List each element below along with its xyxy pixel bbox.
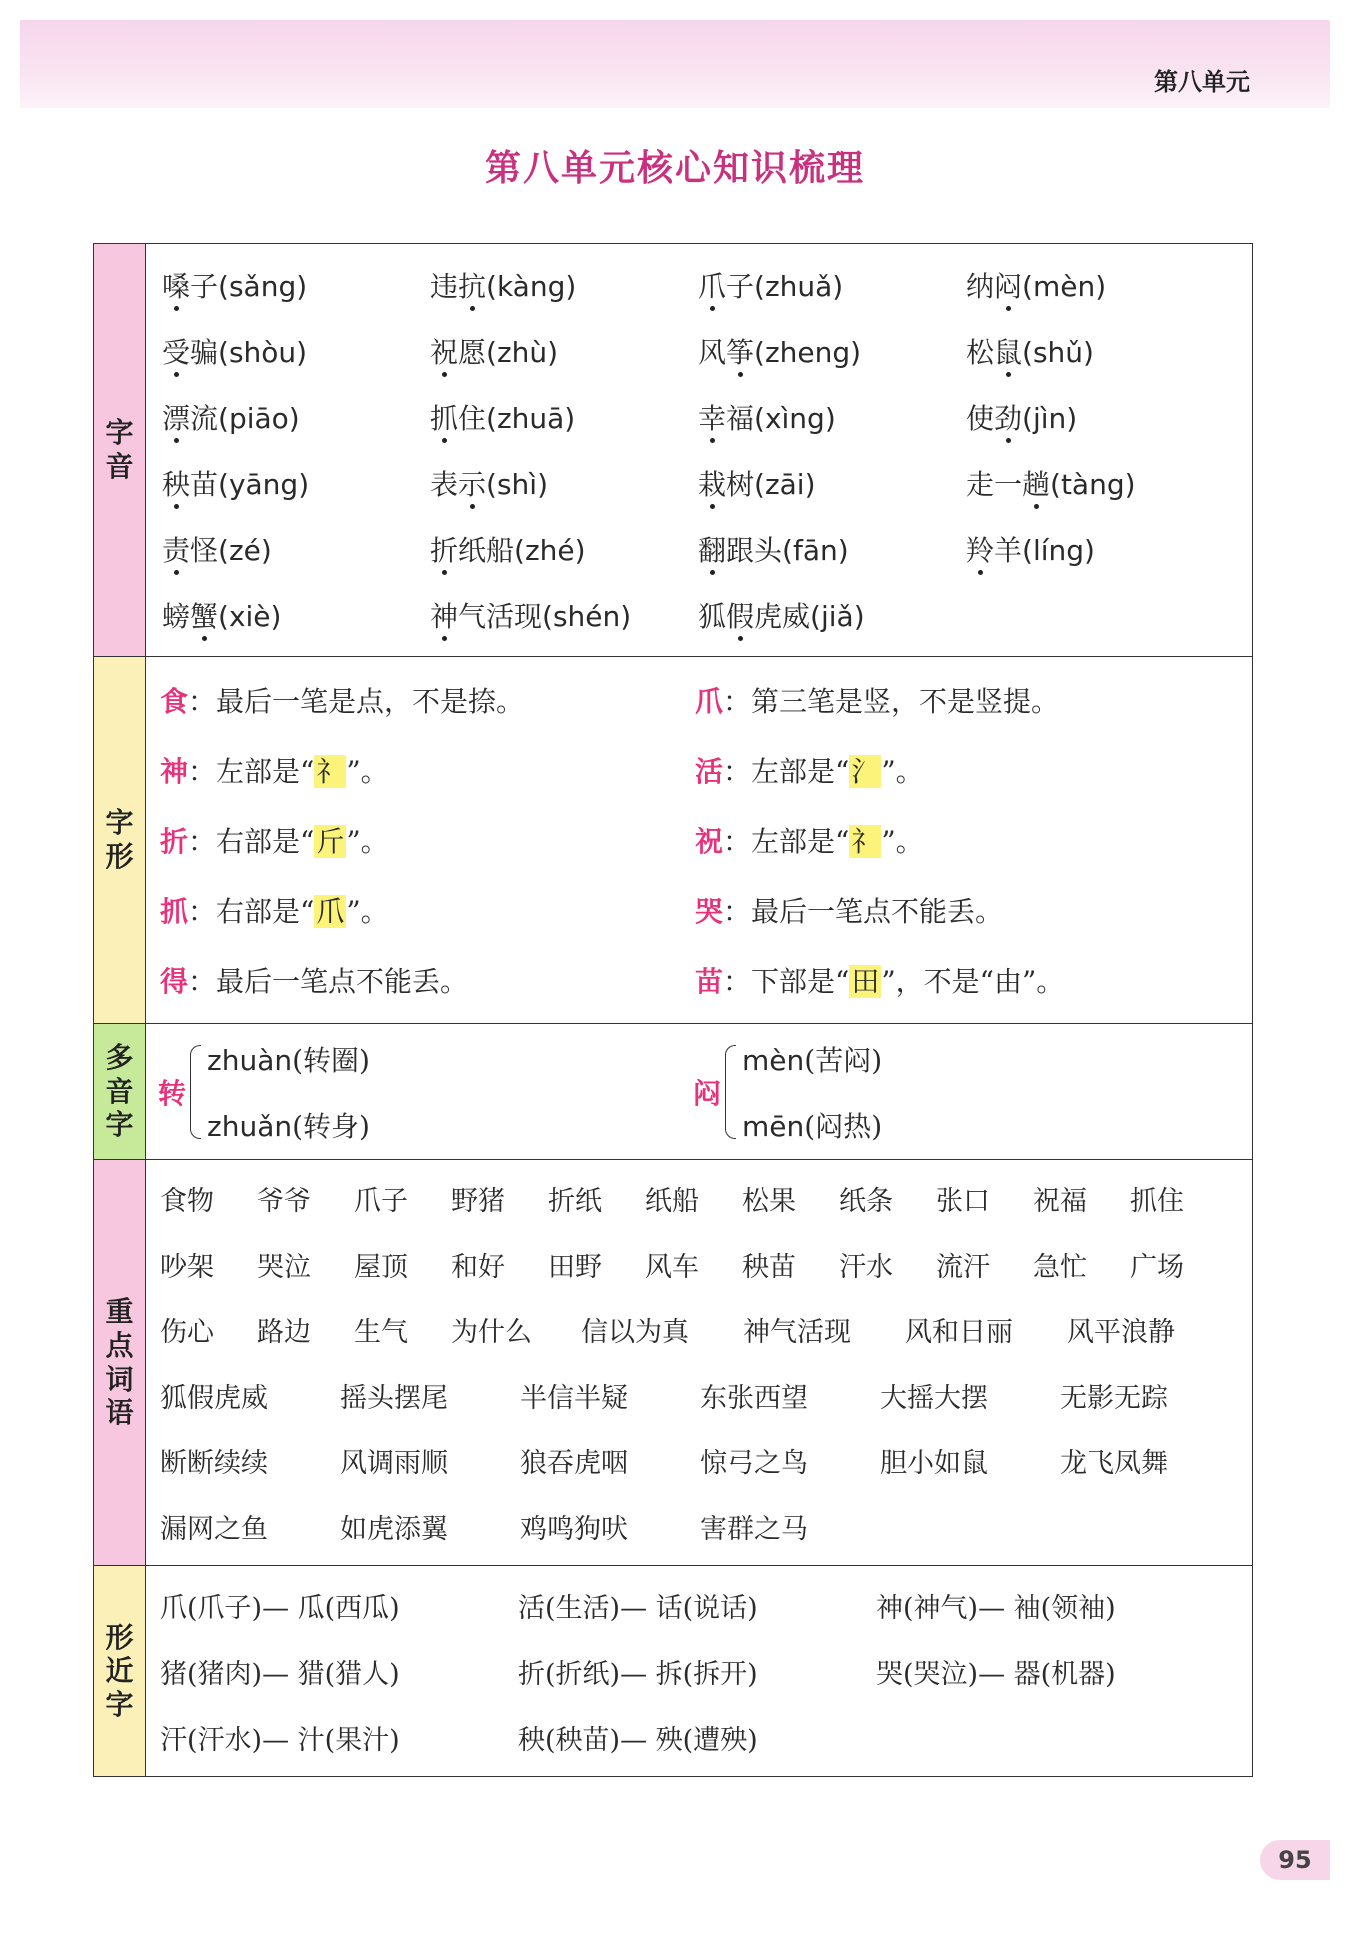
target-char: 得 bbox=[160, 965, 189, 998]
pinyin: (zhù) bbox=[486, 336, 559, 369]
target-char: 神 bbox=[160, 755, 189, 788]
key-word: 急忙 bbox=[1033, 1251, 1087, 1283]
key-word: 折纸 bbox=[548, 1186, 602, 1218]
ziyin-item bbox=[162, 529, 430, 569]
pinyin: (yāng) bbox=[218, 468, 310, 501]
key-word: 风车 bbox=[645, 1251, 699, 1283]
polyphone-group bbox=[158, 1039, 693, 1145]
readings bbox=[742, 1039, 882, 1145]
rule-text-end: ”。 bbox=[881, 825, 924, 858]
dotted-char: 羚 bbox=[966, 529, 994, 569]
ziyin-item bbox=[430, 331, 698, 371]
key-word: 如虎添翼 bbox=[340, 1513, 448, 1545]
ziyin-item bbox=[966, 331, 1218, 371]
page-title: 第八单元核心知识梳理 bbox=[484, 148, 865, 189]
example-word: (闷热) bbox=[804, 1109, 883, 1143]
ziyin-item bbox=[162, 331, 430, 371]
pinyin: mèn bbox=[742, 1043, 805, 1077]
ziyin-item bbox=[698, 265, 966, 305]
pinyin: (líng) bbox=[1022, 534, 1095, 567]
key-word: 和好 bbox=[451, 1251, 505, 1283]
key-word: 鸡鸣狗吠 bbox=[520, 1513, 628, 1545]
target-char: 苗 bbox=[695, 965, 724, 998]
pinyin: (jiǎ) bbox=[810, 600, 865, 633]
ziyin-grid bbox=[146, 244, 1252, 656]
header-banner bbox=[20, 20, 1330, 108]
example-word: (转身) bbox=[292, 1109, 370, 1143]
pinyin: (zhé) bbox=[514, 534, 586, 567]
word-suffix: 纸船 bbox=[458, 534, 515, 567]
zixing-item bbox=[695, 680, 1215, 720]
ziyin-item bbox=[162, 595, 430, 635]
rule-text: ：最后一笔是点，不是捺。 bbox=[188, 685, 525, 718]
zixing-item bbox=[695, 820, 1215, 860]
key-word: 爷爷 bbox=[257, 1186, 311, 1218]
rule-text: ：右部是“ bbox=[188, 825, 315, 858]
duoyin-section bbox=[146, 1024, 1253, 1160]
word-prefix: 表 bbox=[430, 468, 459, 501]
pinyin: mēn bbox=[742, 1109, 805, 1143]
zixing-item bbox=[160, 680, 695, 720]
dotted-char: 受 bbox=[162, 331, 190, 371]
word-row bbox=[160, 1428, 1252, 1494]
key-word: 张口 bbox=[936, 1186, 990, 1218]
key-word: 伤心 bbox=[160, 1317, 214, 1349]
brace-shape bbox=[725, 1045, 736, 1139]
pinyin: (fān) bbox=[782, 534, 849, 567]
key-word: 屋顶 bbox=[354, 1251, 408, 1283]
word-prefix: 松 bbox=[966, 336, 995, 369]
highlighted-radical: 田 bbox=[851, 965, 880, 998]
ziyin-item bbox=[430, 265, 698, 305]
ziyin-item bbox=[430, 397, 698, 437]
word-row bbox=[160, 1297, 1252, 1363]
key-word: 断断续续 bbox=[160, 1448, 268, 1480]
key-word: 抓住 bbox=[1130, 1186, 1184, 1218]
key-word: 信以为真 bbox=[581, 1317, 689, 1349]
dotted-char: 抓 bbox=[430, 397, 458, 437]
dotted-char: 秧 bbox=[162, 463, 190, 503]
target-char: 爪 bbox=[695, 685, 724, 718]
xingjin-section bbox=[146, 1566, 1253, 1777]
word-suffix: 骗 bbox=[190, 336, 219, 369]
key-word: 田野 bbox=[548, 1251, 602, 1283]
xingjin-grid bbox=[146, 1566, 1252, 1776]
key-word: 路边 bbox=[257, 1317, 311, 1349]
dotted-char: 折 bbox=[430, 529, 458, 569]
word-prefix: 走一 bbox=[966, 468, 1023, 501]
highlighted-radical: 氵 bbox=[851, 755, 880, 788]
zixing-item bbox=[160, 960, 695, 1000]
example-word: (苦闷) bbox=[804, 1043, 883, 1077]
word-row bbox=[160, 1494, 1252, 1560]
ziyin-item bbox=[430, 595, 698, 635]
key-word: 摇头摆尾 bbox=[340, 1382, 448, 1414]
key-word: 爪子 bbox=[354, 1186, 408, 1218]
rule-text-end: ”。 bbox=[346, 825, 389, 858]
dotted-char: 嗓 bbox=[162, 265, 190, 305]
word-suffix: 住 bbox=[458, 402, 487, 435]
dotted-char: 爪 bbox=[698, 265, 726, 305]
similar-char-pair: 活(生活)— 话(说话) bbox=[518, 1592, 758, 1624]
word-suffix: 苗 bbox=[190, 468, 219, 501]
target-char: 活 bbox=[695, 755, 724, 788]
target-char: 哭 bbox=[695, 895, 724, 928]
similar-char-pair: 哭(哭泣)— 器(机器) bbox=[876, 1658, 1116, 1690]
target-char: 祝 bbox=[695, 825, 724, 858]
word-suffix: 跟头 bbox=[726, 534, 783, 567]
zixing-item bbox=[695, 890, 1215, 930]
dotted-char: 筝 bbox=[726, 331, 754, 371]
rule-text: ：最后一笔点不能丢。 bbox=[188, 965, 469, 998]
dotted-char: 蟹 bbox=[190, 595, 218, 635]
dotted-char: 趟 bbox=[1022, 463, 1050, 503]
pinyin: (xiè) bbox=[218, 600, 282, 633]
section-label-duoyin: 多音字 bbox=[94, 1024, 146, 1160]
dotted-char: 劲 bbox=[994, 397, 1022, 437]
rule-text: ：左部是“ bbox=[723, 755, 850, 788]
polyphone-char: 闷 bbox=[693, 1076, 722, 1110]
dotted-char: 鼠 bbox=[994, 331, 1022, 371]
key-word: 无影无踪 bbox=[1060, 1382, 1168, 1414]
key-word: 野猪 bbox=[451, 1186, 505, 1218]
reading bbox=[742, 1039, 882, 1079]
word-row bbox=[160, 1232, 1252, 1298]
pinyin: (sǎng) bbox=[218, 270, 308, 303]
pinyin: (zheng) bbox=[754, 336, 862, 369]
ziyin-item bbox=[698, 331, 966, 371]
dotted-char: 漂 bbox=[162, 397, 190, 437]
dotted-char: 翻 bbox=[698, 529, 726, 569]
pinyin: (shǔ) bbox=[1022, 336, 1094, 369]
zixing-item bbox=[695, 960, 1215, 1000]
word-suffix: 愿 bbox=[458, 336, 487, 369]
dotted-char: 幸 bbox=[698, 397, 726, 437]
pinyin: (shén) bbox=[542, 600, 632, 633]
rule-text: ：左部是“ bbox=[723, 825, 850, 858]
ziyin-item bbox=[430, 529, 698, 569]
ziyin-item bbox=[162, 463, 430, 503]
zixing-item bbox=[160, 890, 695, 930]
key-word: 吵架 bbox=[160, 1251, 214, 1283]
dotted-char: 责 bbox=[162, 529, 190, 569]
word-row bbox=[160, 1363, 1252, 1429]
zixing-item bbox=[160, 750, 695, 790]
ciyu-section bbox=[146, 1160, 1253, 1566]
ziyin-item bbox=[698, 463, 966, 503]
word-suffix: 子 bbox=[726, 270, 755, 303]
readings bbox=[207, 1039, 370, 1145]
word-suffix: 气活现 bbox=[458, 600, 543, 633]
key-word: 风调雨顺 bbox=[340, 1448, 448, 1480]
ziyin-item bbox=[966, 529, 1218, 569]
zixing-section bbox=[146, 657, 1253, 1024]
key-word: 漏网之鱼 bbox=[160, 1513, 268, 1545]
ziyin-item bbox=[966, 397, 1218, 437]
word-prefix: 违 bbox=[430, 270, 459, 303]
word-suffix: 子 bbox=[190, 270, 219, 303]
similar-char-pair: 猪(猪肉)— 猎(猎人) bbox=[160, 1658, 400, 1690]
pinyin: (zé) bbox=[218, 534, 272, 567]
key-word: 松果 bbox=[742, 1186, 796, 1218]
pinyin: zhuǎn bbox=[207, 1109, 293, 1143]
word-row bbox=[160, 1166, 1252, 1232]
key-word: 狼吞虎咽 bbox=[520, 1448, 628, 1480]
highlighted-radical: 礻 bbox=[316, 755, 345, 788]
key-word: 流汗 bbox=[936, 1251, 990, 1283]
key-word: 广场 bbox=[1130, 1251, 1184, 1283]
dotted-char: 祝 bbox=[430, 331, 458, 371]
key-word: 祝福 bbox=[1033, 1186, 1087, 1218]
ziyin-item bbox=[430, 463, 698, 503]
rule-text: ：左部是“ bbox=[188, 755, 315, 788]
key-word: 惊弓之鸟 bbox=[700, 1448, 808, 1480]
similar-char-pair: 神(神气)— 袖(领袖) bbox=[876, 1592, 1116, 1624]
section-label-ziyin: 字音 bbox=[94, 244, 146, 657]
pinyin: (zhuǎ) bbox=[754, 270, 844, 303]
key-word: 半信半疑 bbox=[520, 1382, 628, 1414]
highlighted-radical: 礻 bbox=[851, 825, 880, 858]
dotted-char: 假 bbox=[726, 595, 754, 635]
rule-text: ：下部是“ bbox=[723, 965, 850, 998]
ziyin-item bbox=[966, 265, 1218, 305]
key-word: 哭泣 bbox=[257, 1251, 311, 1283]
section-label-ciyu: 重点词语 bbox=[94, 1160, 146, 1566]
highlighted-radical: 爪 bbox=[316, 895, 345, 928]
pinyin: zhuàn bbox=[207, 1043, 293, 1077]
word-prefix: 螃 bbox=[162, 600, 191, 633]
key-word: 狐假虎威 bbox=[160, 1382, 268, 1414]
key-word: 秧苗 bbox=[742, 1251, 796, 1283]
word-suffix: 流 bbox=[190, 402, 219, 435]
polyphone-group bbox=[693, 1039, 1228, 1145]
ziyin-item bbox=[698, 397, 966, 437]
key-word: 风平浪静 bbox=[1067, 1317, 1175, 1349]
pinyin: (piāo) bbox=[218, 402, 300, 435]
ziyin-item bbox=[698, 595, 966, 635]
knowledge-table bbox=[93, 243, 1253, 1777]
key-word: 汗水 bbox=[839, 1251, 893, 1283]
key-word: 纸条 bbox=[839, 1186, 893, 1218]
zixing-grid bbox=[146, 657, 1252, 1023]
ziyin-item bbox=[966, 463, 1218, 503]
pinyin: (zāi) bbox=[754, 468, 816, 501]
similar-char-pair: 爪(爪子)— 瓜(西瓜) bbox=[160, 1592, 400, 1624]
similar-char-pair: 秧(秧苗)— 殃(遭殃) bbox=[518, 1724, 758, 1756]
target-char: 抓 bbox=[160, 895, 189, 928]
pinyin: (xìng) bbox=[754, 402, 836, 435]
key-word: 东张西望 bbox=[700, 1382, 808, 1414]
pinyin: (shì) bbox=[486, 468, 548, 501]
rule-text-end: ”，不是“由”。 bbox=[881, 965, 1065, 998]
rule-text-end: ”。 bbox=[346, 755, 389, 788]
section-label-xingjin: 形近字 bbox=[94, 1566, 146, 1777]
pinyin: (mèn) bbox=[1022, 270, 1107, 303]
key-word: 胆小如鼠 bbox=[880, 1448, 988, 1480]
key-word: 神气活现 bbox=[743, 1317, 851, 1349]
reading bbox=[742, 1105, 882, 1145]
ziyin-item bbox=[698, 529, 966, 569]
reading bbox=[207, 1039, 370, 1079]
word-suffix: 福 bbox=[726, 402, 755, 435]
page-number: 95 bbox=[1260, 1840, 1330, 1880]
key-word: 大摇大摆 bbox=[880, 1382, 988, 1414]
word-prefix: 纳 bbox=[966, 270, 995, 303]
dotted-char: 闷 bbox=[994, 265, 1022, 305]
target-char: 折 bbox=[160, 825, 189, 858]
polyphone-char: 转 bbox=[158, 1076, 187, 1110]
brace-shape bbox=[190, 1045, 201, 1139]
word-suffix: 树 bbox=[726, 468, 755, 501]
zixing-item bbox=[695, 750, 1215, 790]
rule-text: ：第三笔是竖，不是竖提。 bbox=[723, 685, 1060, 718]
pinyin: (jìn) bbox=[1022, 402, 1078, 435]
pinyin: (shòu) bbox=[218, 336, 308, 369]
key-word: 害群之马 bbox=[700, 1513, 808, 1545]
target-char: 食 bbox=[160, 685, 189, 718]
pinyin: (zhuā) bbox=[486, 402, 576, 435]
key-word: 纸船 bbox=[645, 1186, 699, 1218]
rule-text-end: ”。 bbox=[346, 895, 389, 928]
dotted-char: 示 bbox=[458, 463, 486, 503]
dotted-char: 神 bbox=[430, 595, 458, 635]
ziyin-section bbox=[146, 244, 1253, 657]
dotted-char: 栽 bbox=[698, 463, 726, 503]
key-word: 食物 bbox=[160, 1186, 214, 1218]
section-label-zixing: 字形 bbox=[94, 657, 146, 1024]
ciyu-rows bbox=[146, 1160, 1252, 1565]
key-word: 龙飞凤舞 bbox=[1060, 1448, 1168, 1480]
rule-text: ：最后一笔点不能丢。 bbox=[723, 895, 1004, 928]
unit-label: 第八单元 bbox=[1154, 68, 1250, 96]
key-word: 风和日丽 bbox=[905, 1317, 1013, 1349]
pinyin: (tàng) bbox=[1050, 468, 1136, 501]
reading bbox=[207, 1105, 370, 1145]
similar-char-pair: 折(折纸)— 拆(拆开) bbox=[518, 1658, 758, 1690]
dotted-char: 抗 bbox=[458, 265, 486, 305]
example-word: (转圈) bbox=[292, 1043, 370, 1077]
word-suffix: 怪 bbox=[190, 534, 219, 567]
duoyin-wrap bbox=[146, 1025, 1252, 1159]
rule-text: ：右部是“ bbox=[188, 895, 315, 928]
rule-text-end: ”。 bbox=[881, 755, 924, 788]
zixing-item bbox=[160, 820, 695, 860]
word-suffix: 虎威 bbox=[754, 600, 811, 633]
word-suffix: 羊 bbox=[994, 534, 1023, 567]
word-prefix: 风 bbox=[698, 336, 727, 369]
ziyin-item bbox=[162, 397, 430, 437]
word-prefix: 狐 bbox=[698, 600, 727, 633]
key-word: 为什么 bbox=[451, 1317, 532, 1349]
word-prefix: 使 bbox=[966, 402, 995, 435]
ziyin-item bbox=[162, 265, 430, 305]
pinyin: (kàng) bbox=[486, 270, 577, 303]
key-word: 生气 bbox=[354, 1317, 408, 1349]
highlighted-radical: 斤 bbox=[316, 825, 345, 858]
similar-char-pair: 汗(汗水)— 汁(果汁) bbox=[160, 1724, 400, 1756]
